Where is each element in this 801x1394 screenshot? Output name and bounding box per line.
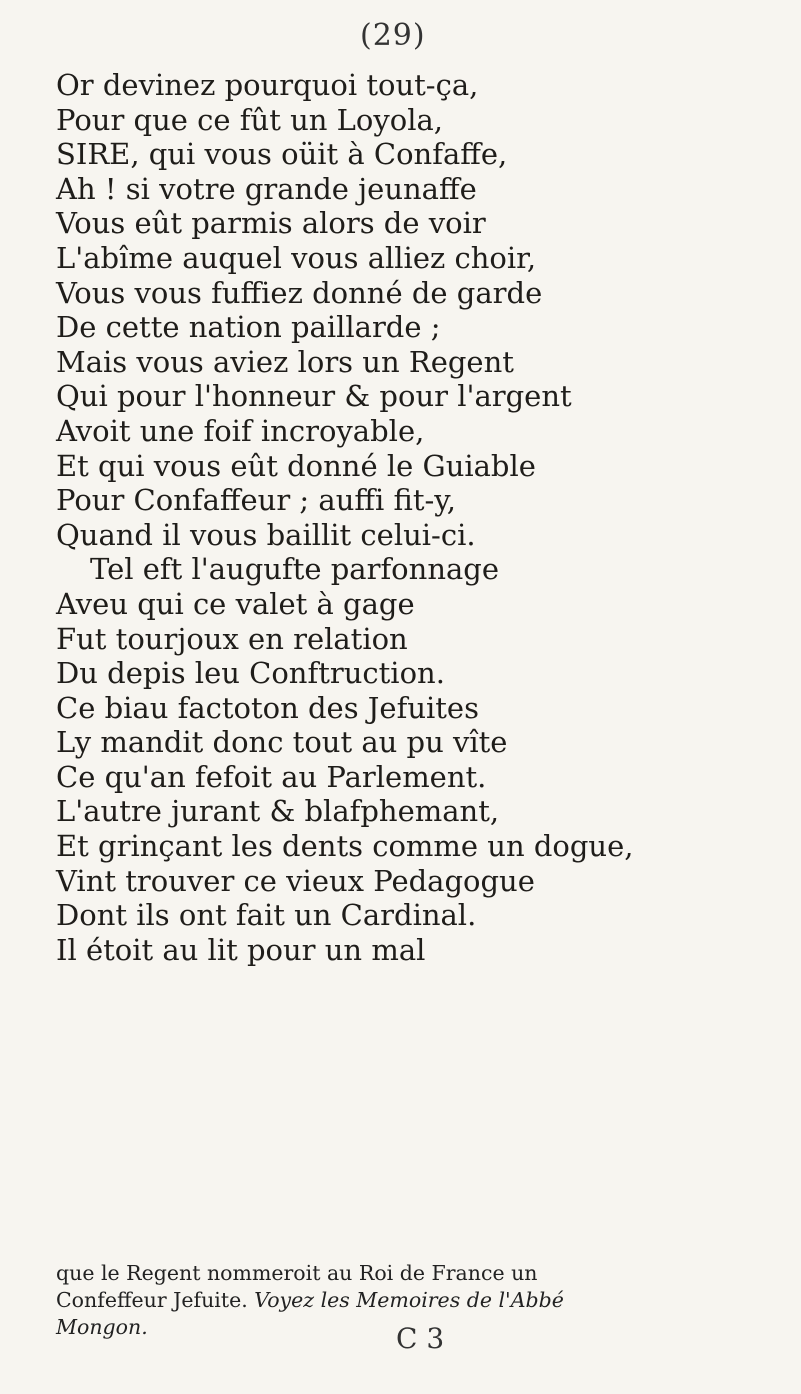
verse-line: Vous eût parmis alors de voir <box>56 206 486 241</box>
verse-line: Pour que ce fût un Loyola, <box>56 102 443 137</box>
verse-line: Vous vous fuffiez donné de garde <box>56 275 543 310</box>
verse-line: Ce qu'an fefoit au Parlement. <box>56 759 487 794</box>
verse-line: Dont ils ont fait un Cardinal. <box>56 898 477 933</box>
verse-line: Ly mandit donc tout au pu vîte <box>56 725 508 760</box>
footnote-reference-author: Mongon. <box>56 1315 148 1339</box>
verse-line: Ah ! si votre grande jeunaffe <box>56 171 477 206</box>
footnote-line-1: que le Regent nommeroit au Roi de France un <box>56 1261 538 1285</box>
verse-line: Du depis leu Conftruction. <box>56 656 445 691</box>
verse-line: Et grinçant les dents comme un dogue, <box>56 829 634 864</box>
verse-line: Mais vous aviez lors un Regent <box>56 344 514 379</box>
signature-mark: C 3 <box>396 1322 445 1355</box>
verse-line: Ce biau factoton des Jefuites <box>56 690 479 725</box>
poem-verses <box>56 68 776 967</box>
verse-line: Aveu qui ce valet à gage <box>56 586 415 621</box>
verse-line: De cette nation paillarde ; <box>56 310 441 345</box>
verse-line: Avoit une foif incroyable, <box>56 413 425 448</box>
verse-line: Tel eft l'augufte parfonnage <box>90 552 500 587</box>
verse-line: Et qui vous eût donné le Guiable <box>56 448 536 483</box>
footnote-line-2 <box>56 1287 776 1314</box>
page-number: (29) <box>360 18 426 53</box>
verse-line: Vint trouver ce vieux Pedagogue <box>56 863 535 898</box>
verse-line: L'abîme auquel vous alliez choir, <box>56 240 537 275</box>
verse-line: Or devinez pourquoi tout-ça, <box>56 68 479 102</box>
verse-line: Pour Confaffeur ; auffi fit-y, <box>56 483 457 518</box>
verse-line: SIRE, qui vous oüit à Confaffe, <box>56 137 508 172</box>
verse-line: Qui pour l'honneur & pour l'argent <box>56 379 572 414</box>
verse-line: Il étoit au lit pour un mal <box>56 932 426 967</box>
footnote-text: Confeffeur Jefuite. <box>56 1288 248 1312</box>
verse-line: Quand il vous baillit celui-ci. <box>56 517 476 552</box>
verse-line: L'autre jurant & blafphemant, <box>56 794 500 829</box>
footnote-reference: Voyez les Memoires de l'Abbé <box>254 1288 564 1312</box>
verse-line: Fut tourjoux en relation <box>56 621 408 656</box>
